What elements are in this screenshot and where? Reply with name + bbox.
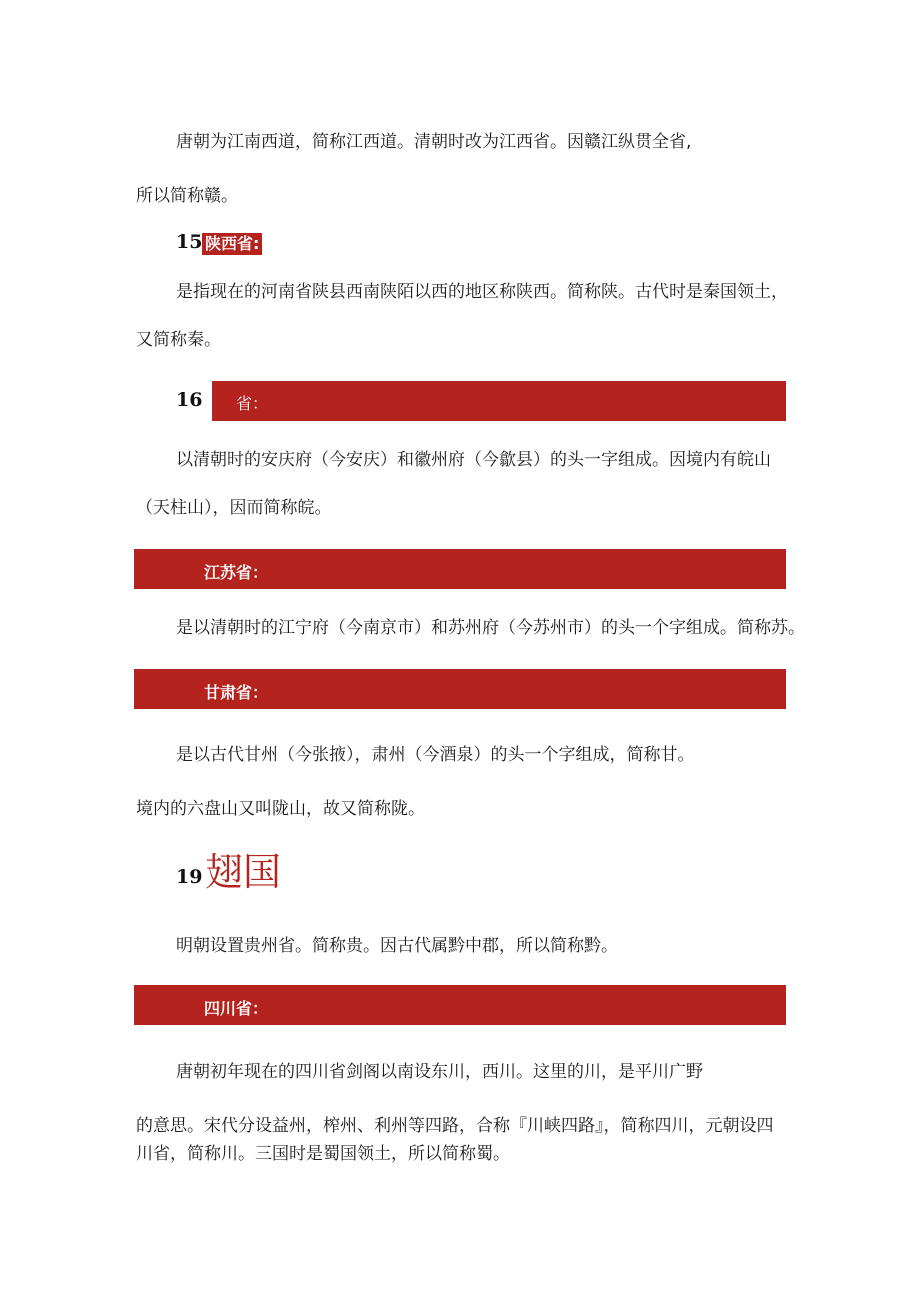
sichuan-heading: 四川省： bbox=[204, 999, 269, 1018]
guizhou-paragraph-line-1: 明朝设置贵州省。简称贵。因古代属黔中郡，所以简称黔。 bbox=[176, 936, 618, 956]
jiangsu-heading: 江苏省： bbox=[204, 563, 269, 582]
jiangxi-paragraph-line-2: 所以简称赣。 bbox=[136, 186, 238, 206]
anhui-paragraph-line-1: 以清朝时的安庆府（今安庆）和徽州府（今歙县）的头一字组成。因境内有皖山 bbox=[176, 450, 771, 470]
sichuan-paragraph-line-3: 川省，简称川。三国时是蜀国领土，所以简称蜀。 bbox=[136, 1144, 510, 1164]
guizhou-heading: 翅国 bbox=[205, 850, 282, 894]
section-number-15: 15 bbox=[176, 231, 203, 253]
anhui-paragraph-line-2: （天柱山），因而简称皖。 bbox=[136, 498, 332, 518]
sichuan-paragraph-line-1: 唐朝初年现在的四川省剑阁以南设东川，西川。这里的川，是平川广野 bbox=[176, 1062, 703, 1082]
shaanxi-heading: 陕西省: bbox=[202, 233, 262, 255]
shaanxi-paragraph-line-1: 是指现在的河南省陕县西南陕陌以西的地区称陕西。简称陕。古代时是秦国领土， bbox=[176, 282, 788, 302]
sichuan-paragraph-line-2: 的意思。宋代分设益州，榨州、利州等四路，合称『川峡四路』，简称四川，元朝设四 bbox=[136, 1116, 774, 1136]
anhui-heading-bar bbox=[212, 381, 786, 421]
gansu-heading: 甘肃省： bbox=[204, 683, 269, 702]
gansu-paragraph-line-2: 境内的六盘山又叫陇山，故又简称陇。 bbox=[136, 799, 425, 819]
jiangsu-paragraph-line-1: 是以清朝时的江宁府（今南京市）和苏州府（今苏州市）的头一个字组成。简称苏。 bbox=[176, 618, 805, 638]
gansu-paragraph-line-1: 是以古代甘州（今张掖），肃州（今酒泉）的头一个字组成，简称甘。 bbox=[176, 745, 695, 765]
shaanxi-paragraph-line-2: 又简称秦。 bbox=[136, 330, 221, 350]
jiangxi-paragraph-line-1: 唐朝为江南西道，简称江西道。清朝时改为江西省。因赣江纵贯全省, bbox=[176, 132, 692, 152]
section-number-16: 16 bbox=[176, 389, 203, 411]
section-number-19: 19 bbox=[176, 866, 203, 888]
anhui-heading: 省： bbox=[236, 394, 269, 413]
